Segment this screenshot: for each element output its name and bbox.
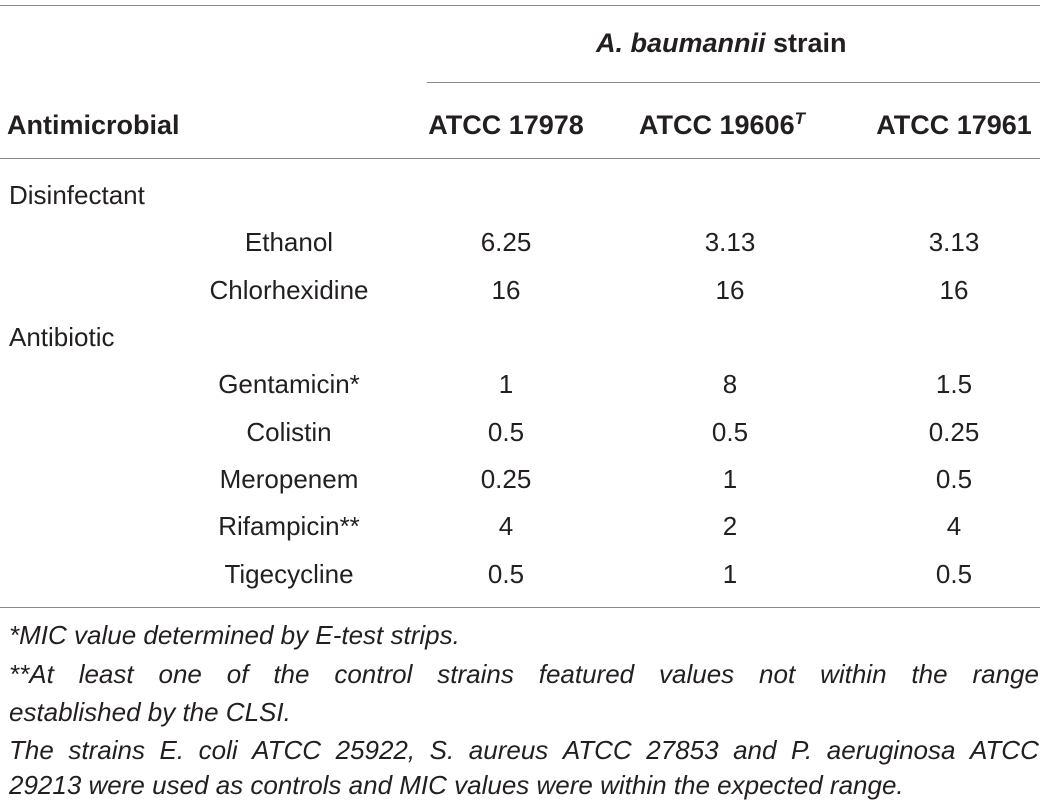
cell-value: 16 [939,275,969,305]
cell-value: 3.13 [928,227,980,257]
column-header-strain-2: ATCC $19606^T$ [639,109,805,140]
cell-value: 1 [722,559,738,589]
category-disinfectant: Disinfectant [9,180,145,210]
species-name: A. baumannii [596,28,766,58]
cell-value: 16 [715,275,745,305]
footnote-3-line-1: The strains E. coli ATCC 25922, S. aureus ATCC 27853 and P. aeruginosa ATCC [9,735,1039,765]
strain-group-header [596,28,847,59]
footnote-1: *MIC value determined by E-test strips. [9,620,460,650]
row-label: Rifampicin** [218,511,360,541]
cell-value: 6.25 [480,227,532,257]
cell-value: 4 [946,511,962,541]
cell-value: 0.5 [935,559,973,589]
cell-value: 3.13 [704,227,756,257]
row-label: Chlorhexidine [209,275,369,305]
cell-value: 1 [722,464,738,494]
row-label: Gentamicin* [218,369,360,399]
footnote-2-line-1: **At least one of the control strains featured values not within the range [9,659,1039,689]
footnote-3-line-2: 29213 were used as controls and MIC values were within the expected range. [9,770,904,800]
cell-value: 1 [498,369,514,399]
cell-value: 0.5 [935,464,973,494]
column-header-strain-3: ATCC 17961 [876,110,1032,140]
cell-value: 0.25 [480,464,532,494]
cell-value: 1.5 [935,369,973,399]
table-top-rule [0,5,1040,6]
column-header-antimicrobial: Antimicrobial [7,110,180,140]
table-bottom-rule [0,607,1040,608]
cell-value: 16 [491,275,521,305]
cell-value: 2 [722,511,738,541]
row-label: Ethanol [244,227,334,257]
category-antibiotic: Antibiotic [9,322,115,352]
type-strain-marker: T [794,109,805,128]
cell-value: 4 [498,511,514,541]
cell-value: 8 [722,369,738,399]
column-header-strain-1: ATCC 17978 [428,110,584,140]
row-label: Colistin [246,417,332,447]
group-header-rule [427,82,1040,83]
row-label: Tigecycline [224,559,354,589]
footnote-2-line-2: established by the CLSI. [9,697,291,727]
row-label: Meropenem [219,464,359,494]
cell-value: 0.25 [928,417,980,447]
strain-suffix: strain [765,28,847,58]
header-bottom-rule [0,158,1040,159]
cell-value: 0.5 [711,417,749,447]
cell-value: 0.5 [487,559,525,589]
cell-value: 0.5 [487,417,525,447]
